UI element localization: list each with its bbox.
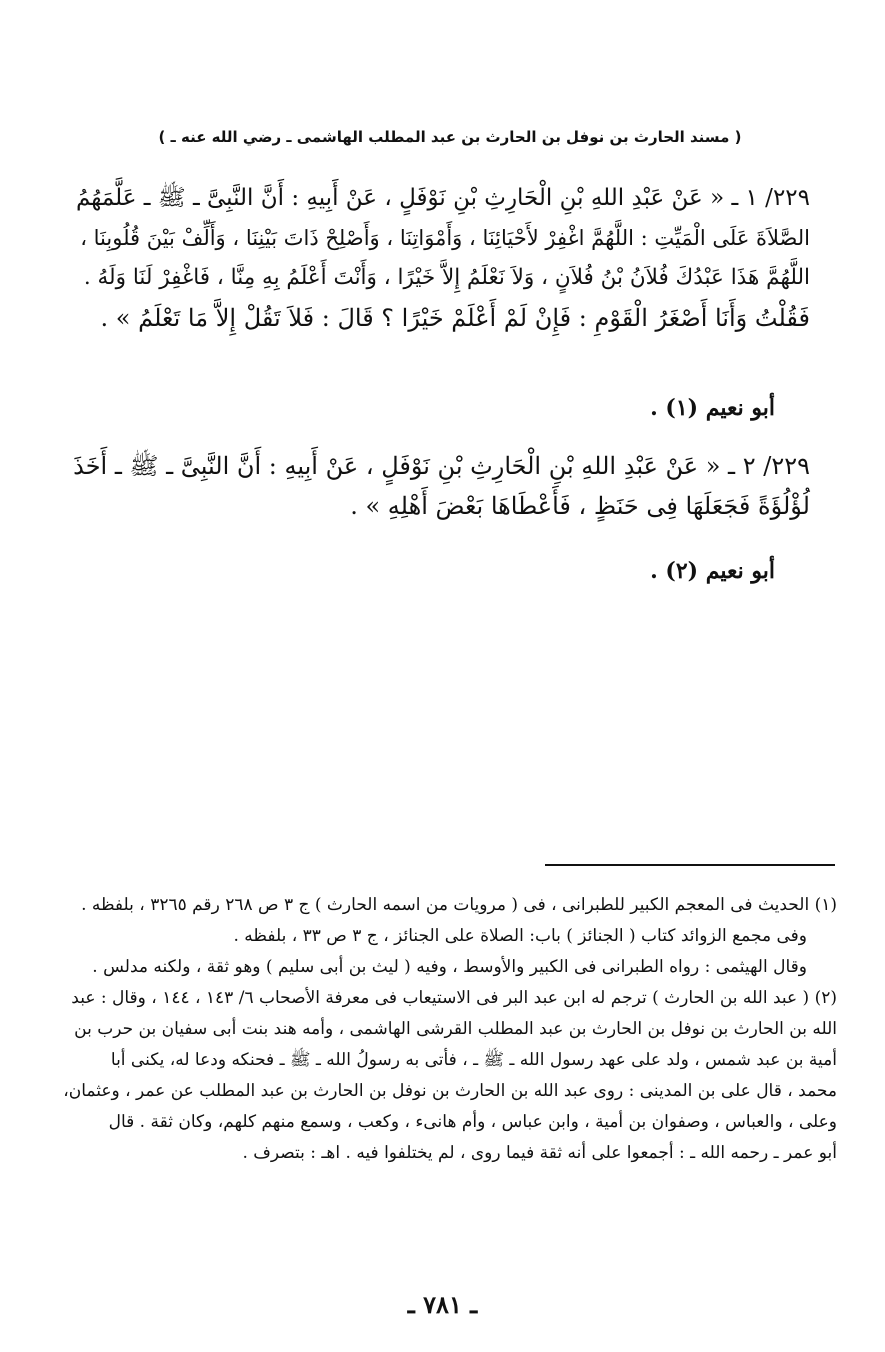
hadith-1-line: ٢٢٩/ ١ ـ « عَنْ عَبْدِ اللهِ بْنِ الْحَارِثِ بْنِ نَوْفَلٍ ، عَنْ أَبِيهِ : أَنَّ النَّبِىَّ ـ ﷺ ـ عَلَّمَهُمُ — [75, 185, 810, 211]
hadith-1-source: أبو نعيم (١) . — [650, 395, 775, 421]
footnote-line: أبو عمر ـ رحمه الله ـ : أجمعوا على أنه ثقة فيما روى ، لم يختلفوا فيه . اهـ : بتصرف . — [242, 1143, 837, 1163]
hadith-1-line: الصَّلاَةَ عَلَى الْمَيِّتِ : اللَّهُمَّ اغْفِرْ لأَحْيَائِنَا ، وَأَمْوَاتِنَا ، وَأَصْلِحْ ذَاتَ بَيْنِنَا ، وَأَلِّفْ بَيْنَ قُلُوبِنَا ، — [80, 226, 810, 250]
hadith-2-source: أبو نعيم (٢) . — [650, 558, 775, 584]
footnote-line: وقال الهيثمى : رواه الطبرانى فى الكبير والأوسط ، وفيه ( ليث بن أبى سليم ) وهو ثقة ، ولكنه مدلس . — [92, 957, 807, 977]
footnote-line: الله بن الحارث بن نوفل بن الحارث بن عبد المطلب القرشى الهاشمى ، وأمه هند بنت أبى سفيان بن حرب بن — [74, 1019, 837, 1039]
footnote-separator — [545, 864, 835, 866]
footnote-line: وفى مجمع الزوائد كتاب ( الجنائز ) باب: الصلاة على الجنائز ، ج ٣ ص ٣٣ ، بلفظه . — [233, 926, 807, 946]
hadith-1-line: فَقُلْتُ وَأَنَا أَصْغَرُ الْقَوْمِ : فَإِنْ لَمْ أَعْلَمْ خَيْرًا ؟ قَالَ : فَلاَ تَقُلْ إِلاَّ مَا تَعْلَمُ » . — [100, 304, 810, 332]
footnote-line: محمد ، قال على بن المدينى : روى عبد الله بن الحارث بن نوفل بن الحارث بن عبد المطلب عن عمر ، وعثمان، — [63, 1081, 837, 1101]
section-title: ( مسند الحارث بن نوفل بن الحارث بن عبد المطلب الهاشمى ـ رضي الله عنه ـ ) — [158, 128, 742, 146]
footnotes — [47, 890, 837, 1169]
page-number: ـ ٧٨١ ـ — [407, 1290, 478, 1319]
hadith-1-line: اللَّهُمَّ هَذَا عَبْدُكَ فُلاَنُ بْنُ فُلاَنٍ ، وَلاَ نَعْلَمُ إِلاَّ خَيْرًا ، وَأَنْتَ أَعْلَمُ بِهِ مِنَّا ، فَاغْفِرْ لَنَا وَلَهُ . — [83, 265, 810, 290]
footnote-line: (١) الحديث فى المعجم الكبير للطبرانى ، فى ( مرويات من اسمه الحارث ) ج ٣ ص ٢٦٨ رقم ٣٢٦٥ ، بلفظه . — [81, 895, 837, 915]
footnote-line: (٢) ( عبد الله بن الحارث ) ترجم له ابن عبد البر فى الاستيعاب فى معرفة الأصحاب ٦/ ١٤٣ ، ١٤٤ ، وقال : عبد — [71, 988, 837, 1008]
hadith-2-line: لُؤْلُؤَةً فَجَعَلَهَا فِى حَنَظٍ ، فَأَعْطَاهَا بَعْضَ أَهْلِهِ » . — [350, 492, 810, 520]
hadith-2-line: ٢٢٩/ ٢ ـ « عَنْ عَبْدِ اللهِ بْنِ الْحَارِثِ بْنِ نَوْفَلٍ ، عَنْ أَبِيهِ : أَنَّ النَّبِىَّ ـ ﷺ ـ أَخَذَ — [73, 452, 810, 480]
footnote-line: أمية بن عبد شمس ، ولد على عهد رسول الله ـ ﷺ ـ ، فأتى به رسولُ الله ـ ﷺ ـ فحنكه ودعا له، يكنى أبا — [110, 1050, 837, 1070]
footnote-line: وعلى ، والعباس ، وصفوان بن أمية ، وابن عباس ، وأم هانىء ، وكعب ، وسمع منهم كلهم، وكان ثقة . قال — [108, 1112, 837, 1132]
hadith-2 — [70, 446, 810, 526]
hadith-1 — [70, 178, 810, 338]
